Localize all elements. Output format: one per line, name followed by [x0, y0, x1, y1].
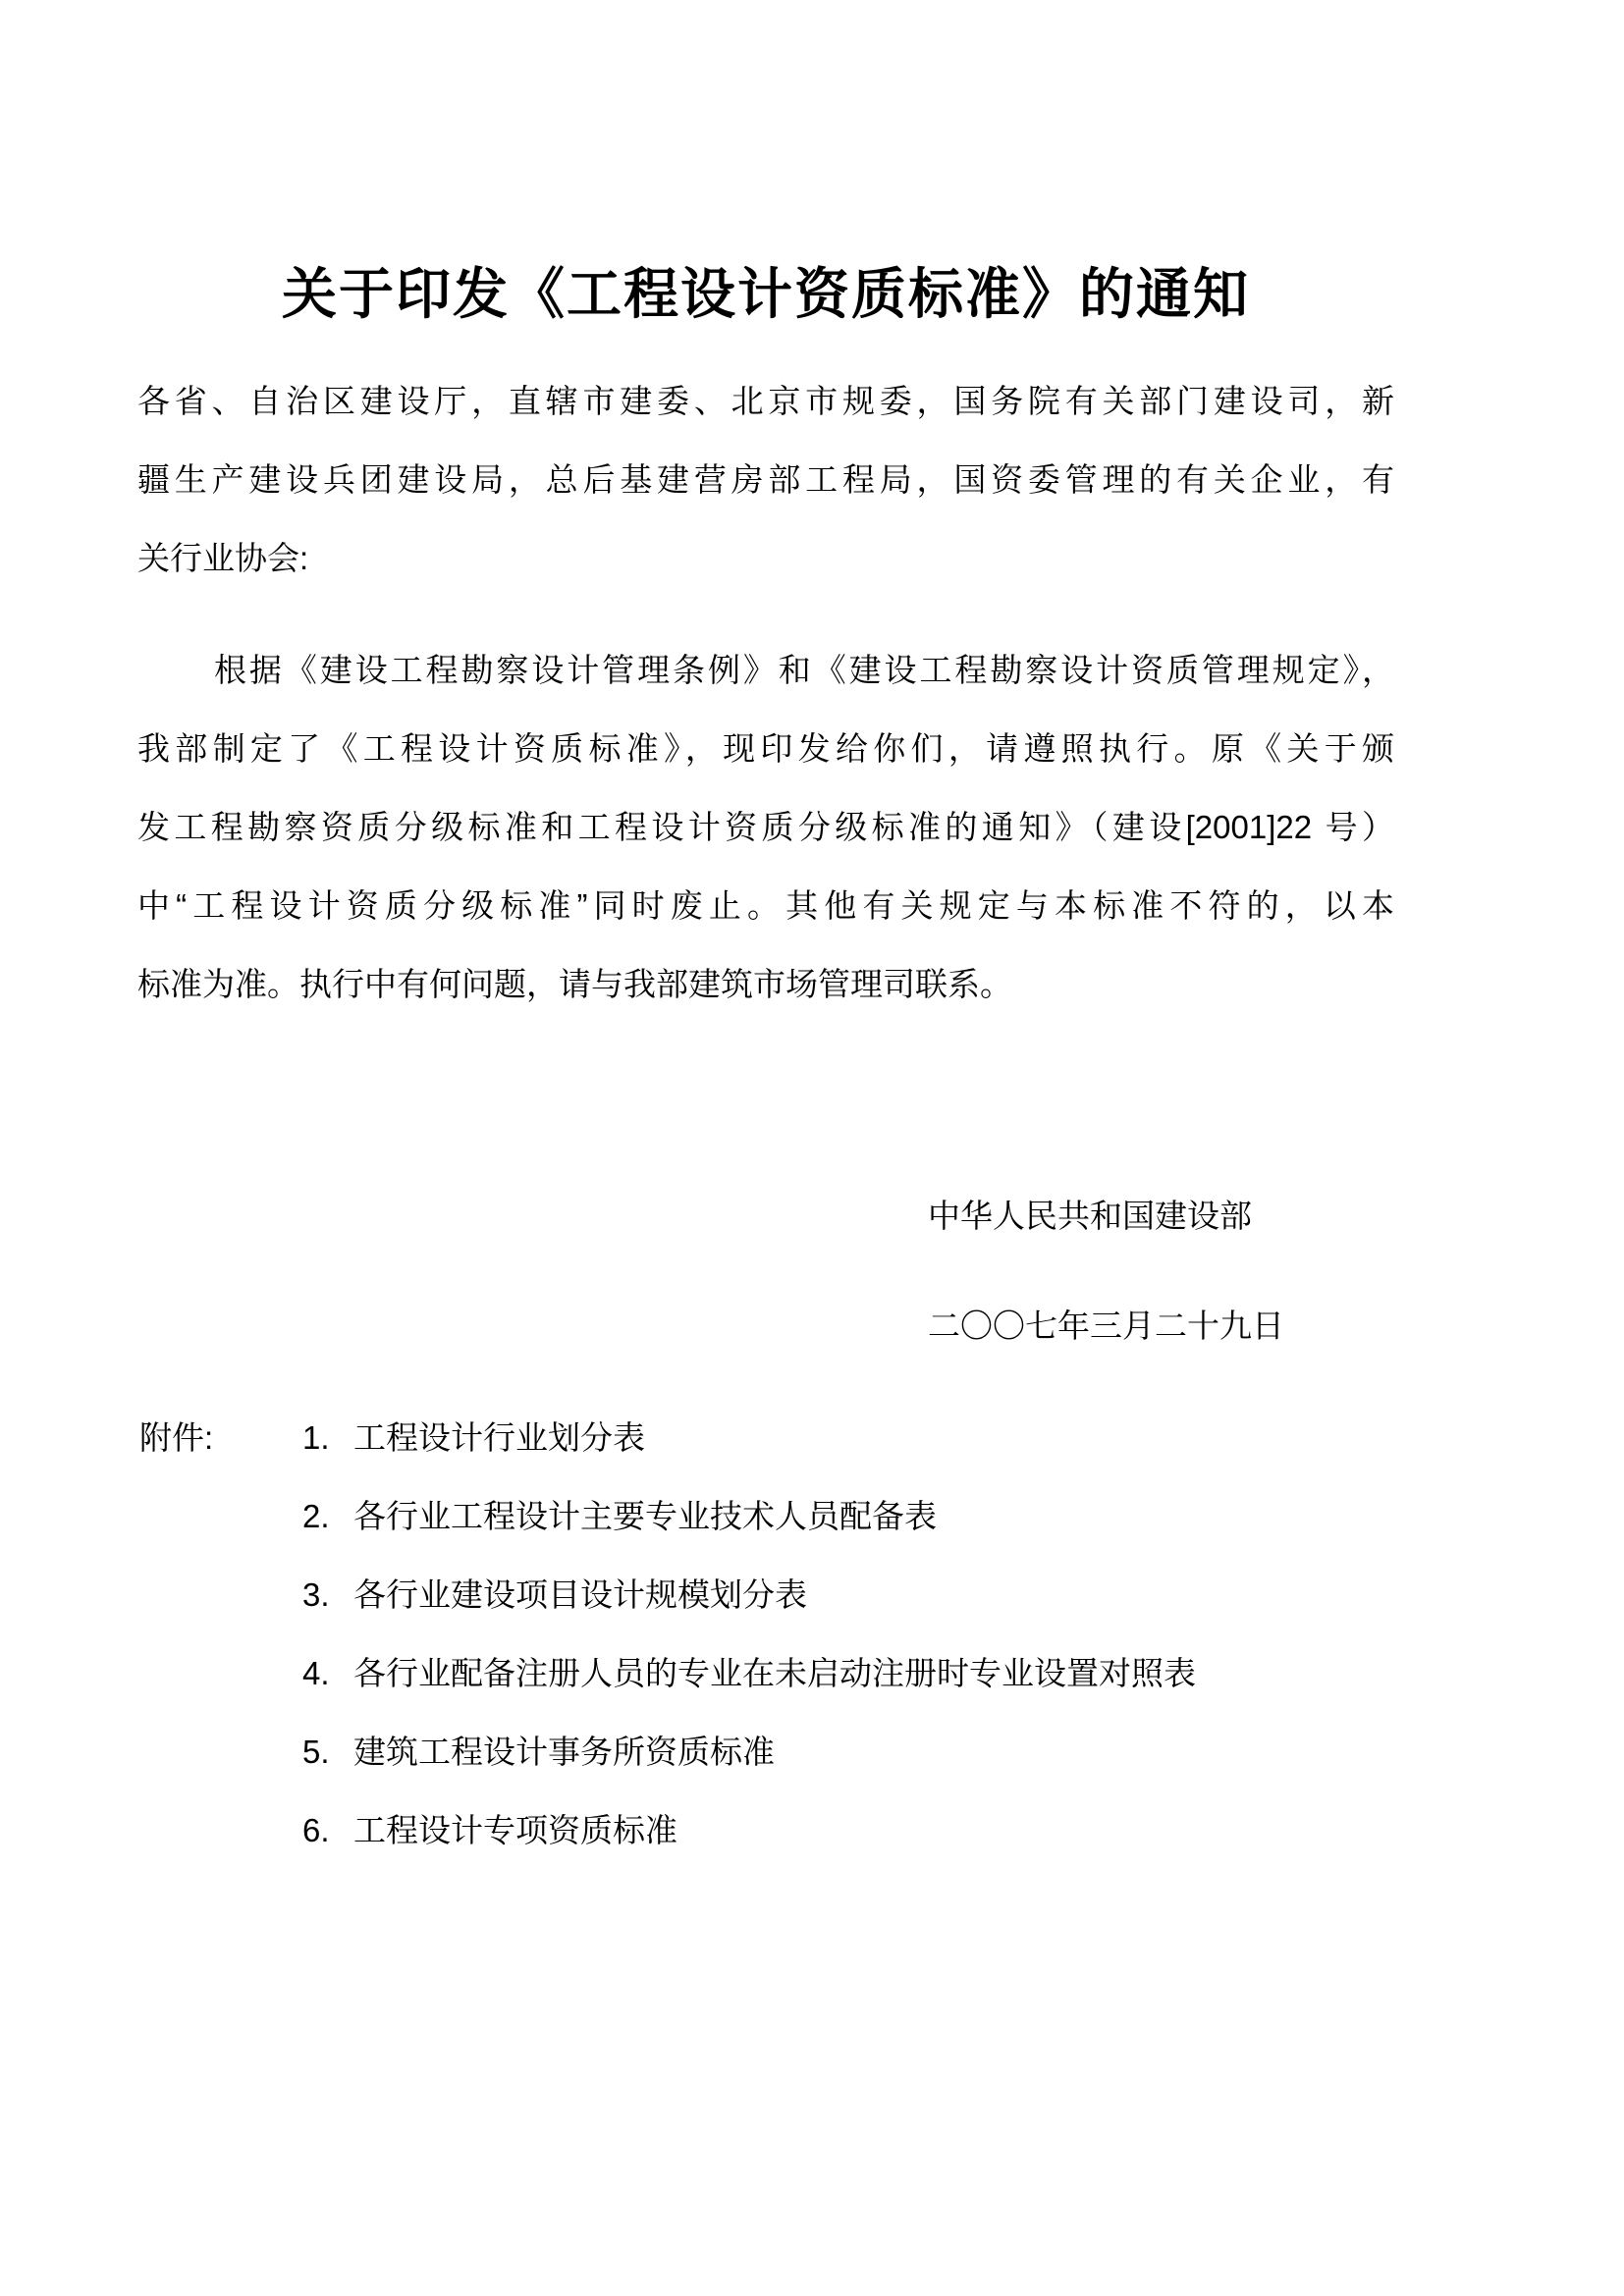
attachment-number: 6. — [302, 1812, 330, 1848]
issue-date: 二〇〇七年三月二十九日 — [928, 1308, 1284, 1344]
body-line: 发工程勘察资质分级标准和工程设计资质分级标准的通知》（建设[2001]22 号） — [137, 809, 1394, 845]
attachment-item — [302, 1810, 677, 1852]
body-line: 根据《建设工程勘察设计管理条例》和《建设工程勘察设计资质管理规定》， — [214, 652, 1394, 688]
attachment-item — [302, 1575, 807, 1617]
attachment-text: 工程设计行业划分表 — [353, 1419, 645, 1456]
salutation-line: 关行业协会: — [137, 540, 309, 576]
salutation-line: 疆生产建设兵团建设局，总后基建营房部工程局，国资委管理的有关企业，有 — [137, 461, 1394, 498]
attachment-text: 建筑工程设计事务所资质标准 — [353, 1734, 775, 1770]
attachment-number: 4. — [302, 1655, 330, 1691]
attachments-label: 附件: — [139, 1419, 214, 1456]
attachment-item — [302, 1653, 1196, 1695]
attachment-text: 各行业配备注册人员的专业在未启动注册时专业设置对照表 — [353, 1655, 1196, 1691]
body-line: 标准为准。执行中有何问题，请与我部建筑市场管理司联系。 — [137, 966, 1012, 1002]
attachment-number: 3. — [302, 1576, 330, 1613]
document-title: 关于印发《工程设计资质标准》的通知 — [282, 263, 1250, 325]
attachment-text: 各行业建设项目设计规模划分表 — [353, 1576, 807, 1613]
body-line: 我部制定了《工程设计资质标准》，现印发给你们，请遵照执行。原《关于颁 — [137, 730, 1394, 767]
body-line: 中“工程设计资质分级标准”同时废止。其他有关规定与本标准不符的，以本 — [137, 887, 1394, 924]
attachment-item — [302, 1496, 937, 1538]
attachment-number: 5. — [302, 1734, 330, 1770]
attachment-text: 各行业工程设计主要专业技术人员配备表 — [353, 1498, 937, 1534]
attachment-number: 2. — [302, 1498, 330, 1534]
issuer-signature: 中华人民共和国建设部 — [928, 1198, 1252, 1234]
salutation-line: 各省、自治区建设厅，直辖市建委、北京市规委，国务院有关部门建设司，新 — [137, 383, 1394, 419]
attachment-item — [302, 1417, 645, 1460]
attachment-number: 1. — [302, 1419, 330, 1456]
attachment-item — [302, 1732, 775, 1774]
attachment-text: 工程设计专项资质标准 — [353, 1812, 677, 1848]
